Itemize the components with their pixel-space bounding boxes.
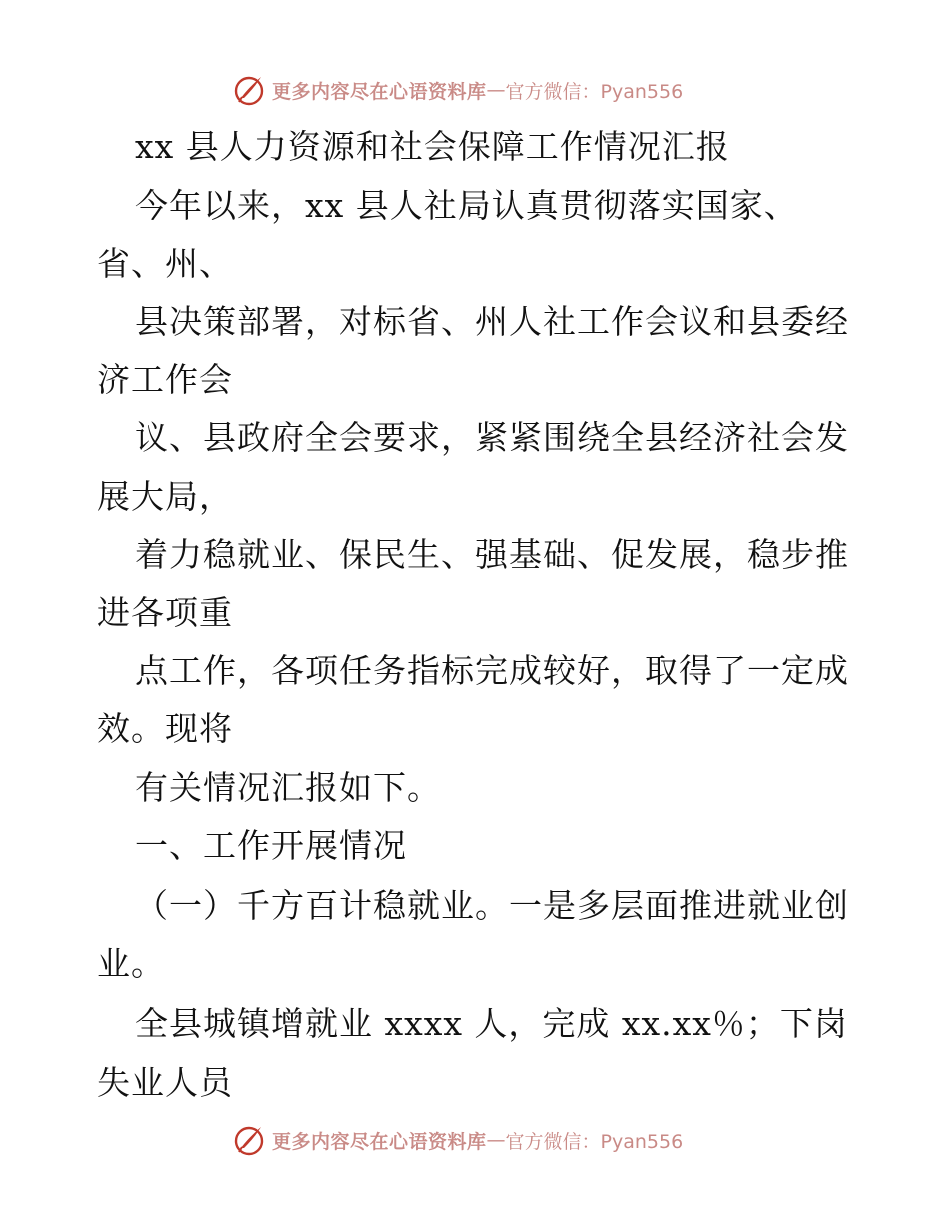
paragraph-line: 今年以来，xx 县人社局认真贯彻落实国家、 — [135, 186, 798, 225]
paragraph-line: 全县城镇增就业 xxxx 人，完成 xx.xx％；下岗 — [135, 1004, 848, 1043]
watermark-account: 官方微信：Pyan556 — [505, 80, 684, 103]
watermark-text: 更多内容尽在心语资料库 — [272, 1130, 487, 1153]
paragraph-line: 失业人员 — [97, 1063, 233, 1102]
watermark-account: 官方微信：Pyan556 — [505, 1130, 684, 1153]
watermark-separator: — — [486, 79, 506, 101]
paragraph-line: 县决策部署，对标省、州人社工作会议和县委经 — [135, 302, 849, 341]
paragraph-line: 议、县政府全会要求，紧紧围绕全县经济社会发 — [135, 418, 849, 457]
paragraph-line: 有关情况汇报如下。 — [135, 768, 441, 807]
paragraph-line: 济工作会 — [97, 360, 233, 399]
paragraph-line: 着力稳就业、保民生、强基础、促发展，稳步推 — [135, 535, 849, 574]
subsection-heading: （一）千方百计稳就业。一是多层面推进就业创 — [135, 886, 849, 925]
section-heading: 一、工作开展情况 — [135, 826, 407, 865]
paragraph-line: 进各项重 — [97, 593, 233, 632]
paragraph-line: 展大局， — [97, 477, 233, 516]
watermark-separator: — — [486, 1129, 506, 1151]
quill-logo-icon — [232, 73, 266, 107]
paragraph-line: 效。现将 — [97, 709, 233, 748]
document-title: xx 县人力资源和社会保障工作情况汇报 — [135, 127, 730, 166]
watermark-text: 更多内容尽在心语资料库 — [272, 80, 487, 103]
paragraph-line: 点工作，各项任务指标完成较好，取得了一定成 — [135, 651, 849, 690]
watermark-footer — [232, 1120, 683, 1160]
paragraph-line: 业。 — [97, 944, 165, 983]
paragraph-line: 省、州、 — [97, 244, 233, 283]
quill-logo-icon — [232, 1123, 266, 1157]
watermark-header — [232, 70, 683, 110]
